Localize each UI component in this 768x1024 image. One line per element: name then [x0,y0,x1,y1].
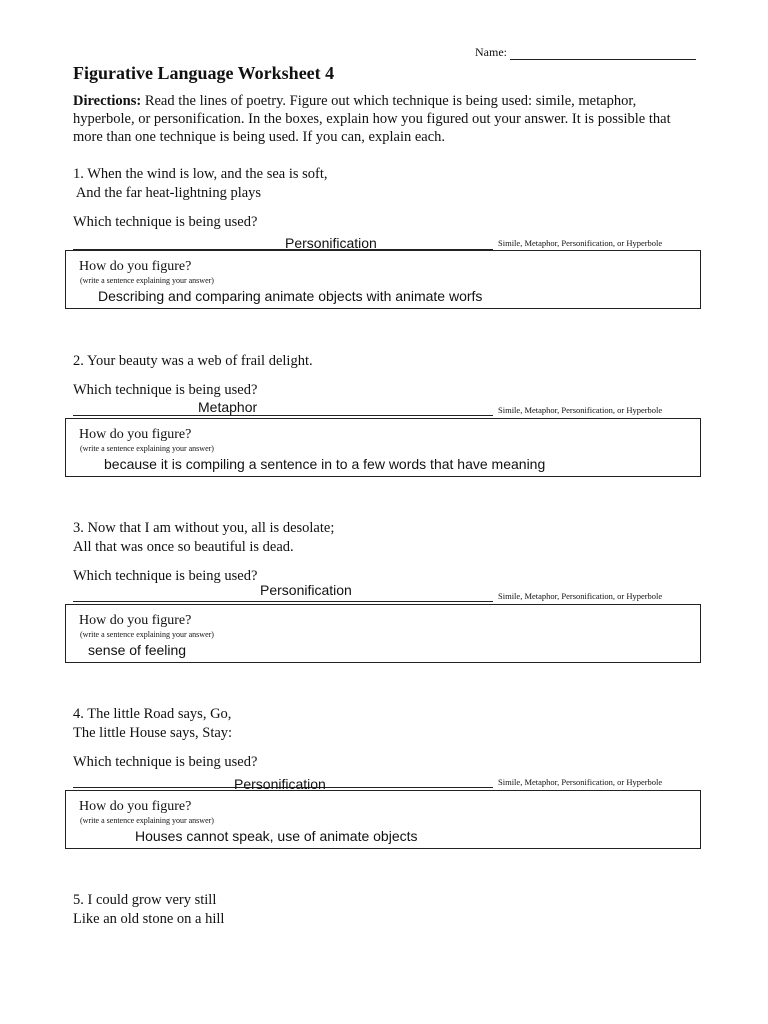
question-2: Which technique is being used? [73,382,258,398]
poem-line-2a: 2. Your beauty was a web of frail delight. [73,353,313,369]
box-label: How do you figure? [79,799,192,814]
answer-1: Personification [285,235,377,251]
options-hint-4: Simile, Metaphor, Personification, or Hyperbole [498,777,663,787]
explanation-box-3[interactable] [65,604,701,663]
answer-4: Personification [234,776,326,792]
box-hint: (write a sentence explaining your answer) [80,630,214,639]
poem-line-4b: The little House says, Stay: [73,725,233,741]
poem-line-1a: 1. When the wind is low, and the sea is soft, [73,166,328,182]
question-4: Which technique is being used? [73,754,258,770]
box-hint: (write a sentence explaining your answer) [80,276,214,285]
box-label: How do you figure? [79,427,192,442]
explanation-box-2[interactable] [65,418,701,477]
question-1: Which technique is being used? [73,214,258,230]
answer-line-2[interactable] [73,415,493,416]
directions-label: Directions: [73,93,142,109]
poem-line-3a: 3. Now that I am without you, all is desolate; [73,520,335,536]
question-3: Which technique is being used? [73,568,258,584]
poem-line-5a: 5. I could grow very still [73,892,217,908]
options-hint-3: Simile, Metaphor, Personification, or Hyperbole [498,591,663,601]
poem-line-5b: Like an old stone on a hill [73,911,225,927]
poem-line-1b: And the far heat-lightning plays [73,185,262,201]
box-label: How do you figure? [79,613,192,628]
directions-text: Read the lines of poetry. Figure out which technique is being used: simile, metaphor, hyperbole, or personification. In the boxes, explain how you figured out your answer. It is possible that more than one technique is being used. If you can, explain each. [73,93,671,145]
directions [73,92,683,146]
page-title: Figurative Language Worksheet 4 [73,63,335,83]
explanation-box-1[interactable] [65,250,701,309]
name-field[interactable] [510,59,696,60]
explanation-4: Houses cannot speak, use of animate objects [135,828,418,844]
box-hint: (write a sentence explaining your answer) [80,444,214,453]
poem-line-4a: 4. The little Road says, Go, [73,706,232,722]
options-hint-2: Simile, Metaphor, Personification, or Hyperbole [498,405,663,415]
explanation-box-4[interactable] [65,790,701,849]
box-hint: (write a sentence explaining your answer) [80,816,214,825]
answer-3: Personification [260,582,352,598]
poem-line-3b: All that was once so beautiful is dead. [73,539,294,555]
box-label: How do you figure? [79,259,192,274]
name-label: Name: [475,45,507,59]
explanation-3: sense of feeling [88,642,187,658]
explanation-2: because it is compiling a sentence in to a few words that have meaning [104,456,546,472]
options-hint-1: Simile, Metaphor, Personification, or Hyperbole [498,238,663,248]
explanation-1: Describing and comparing animate objects with animate worfs [98,288,483,304]
answer-2: Metaphor [198,399,258,415]
answer-line-3[interactable] [73,601,493,602]
